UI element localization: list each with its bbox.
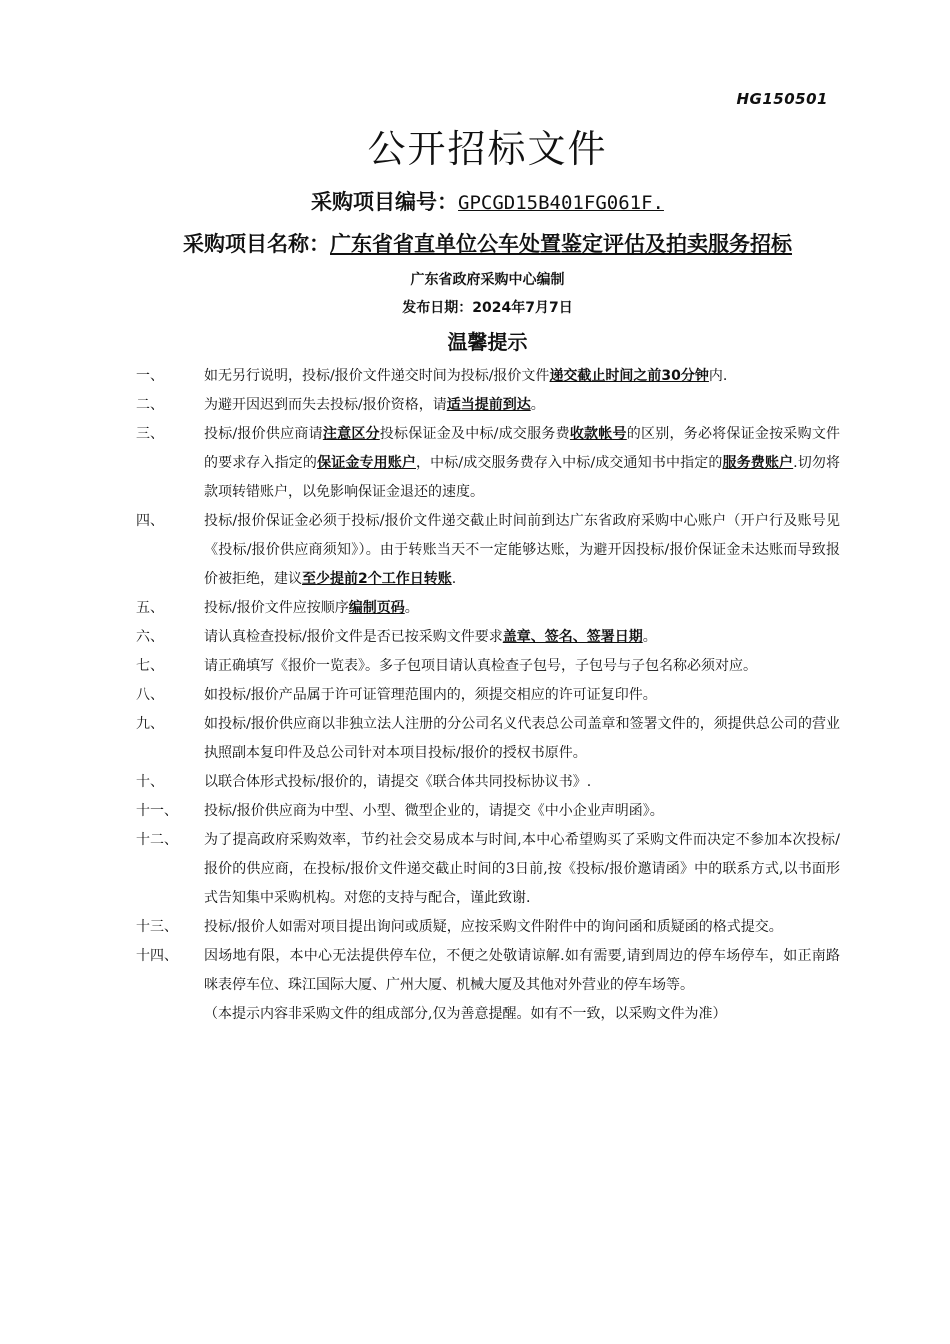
tip-text-segment: 为避开因迟到而失去投标/报价资格，请 (204, 397, 447, 413)
tip-text-segment: 。 (404, 600, 419, 616)
tip-item (136, 826, 840, 913)
tip-text-segment: ，中标/成交服务费存入中标/成交通知书中指定的 (416, 455, 723, 471)
project-name-line (0, 228, 950, 258)
tip-text-segment: 投标/报价供应商请 (204, 426, 323, 442)
tip-text-segment: 投标保证金及中标/成交服务费 (379, 426, 570, 442)
tip-item (136, 942, 840, 1000)
tip-number: 十一、 (136, 803, 178, 819)
tip-text-segment: 如投标/报价产品属于许可证管理范围内的，须提交相应的许可证复印件。 (204, 687, 657, 703)
tip-number: 十、 (136, 774, 164, 790)
tip-emphasis: 收款帐号 (569, 426, 627, 442)
tip-text (204, 362, 840, 391)
tip-text (204, 391, 840, 420)
tip-number: 十四、 (136, 948, 178, 964)
tip-text-segment: 投标/报价保证金必须于投标/报价文件递交截止时间前到达广东省政府采购中心账户（开户行及账号见《投标/报价供应商须知》）。由于转账当天不一定能够达账，为避开因投标/报价保证金未达账而导致报价被拒绝，建议 (204, 513, 840, 587)
tip-text (204, 826, 840, 913)
tip-number: 七、 (136, 658, 164, 674)
tip-emphasis: 适当提前到达 (446, 397, 531, 413)
tip-text-segment: 如投标/报价供应商以非独立法人注册的分公司名义代表总公司盖章和签署文件的，须提供总公司的营业执照副本复印件及总公司针对本项目投标/报价的授权书原件。 (204, 716, 840, 761)
tip-emphasis: 服务费账户 (722, 455, 794, 471)
tip-text (204, 710, 840, 768)
tip-text-segment: . (451, 571, 457, 587)
tip-text-segment: 的区别，务必将保证金按采购文件的要求存入指定的 (204, 426, 841, 471)
tips-list (136, 362, 840, 1029)
project-name-label: 采购项目名称： (183, 232, 330, 256)
tip-text-segment: 。 (530, 397, 545, 413)
tip-text (204, 681, 840, 710)
compiler-line: 广东省政府采购中心编制 (410, 272, 565, 288)
tip-text-segment: 因场地有限，本中心无法提供停车位，不便之处敬请谅解.如有需要,请到周边的停车场停车，如正南路咪表停车位、珠江国际大厦、广州大厦、机械大厦及其他对外营业的停车场等。 (204, 948, 840, 993)
tip-item (136, 594, 840, 623)
project-number-label: 采购项目编号： (311, 190, 459, 214)
tip-item (136, 681, 840, 710)
tip-emphasis: 注意区分 (322, 426, 380, 442)
project-number-value: GPCGD15B401FG061F. (458, 192, 664, 214)
tip-number: 九、 (136, 716, 164, 732)
tip-item (136, 623, 840, 652)
tip-emphasis: 保证金专用账户 (317, 455, 416, 471)
tip-text (204, 420, 840, 507)
tip-text (204, 797, 840, 826)
tip-item (136, 652, 840, 681)
tip-text-segment: 内. (708, 368, 728, 384)
tip-text (204, 768, 840, 797)
tip-item (136, 391, 840, 420)
tip-number: 一、 (136, 368, 164, 384)
tip-emphasis: 至少提前2个工作日转账 (302, 571, 452, 587)
tip-number: 二、 (136, 397, 164, 413)
publish-date: 发布日期：2024年7月7日 (402, 300, 573, 316)
tips-footnote: （本提示内容非采购文件的组成部分,仅为善意提醒。如有不一致，以采购文件为准） (204, 1006, 727, 1022)
tip-item (136, 710, 840, 768)
tip-item (136, 913, 840, 942)
tip-number: 五、 (136, 600, 164, 616)
tip-emphasis: 编制页码 (348, 600, 405, 616)
tip-item (136, 768, 840, 797)
tip-number: 十二、 (136, 832, 178, 848)
tip-emphasis: 盖章、签名、签署日期 (502, 629, 643, 645)
tip-text-segment: 。 (642, 629, 657, 645)
project-number-line (0, 186, 950, 216)
tip-text (204, 942, 840, 1000)
tip-number: 四、 (136, 513, 164, 529)
tip-number: 六、 (136, 629, 164, 645)
project-name-value: 广东省省直单位公车处置鉴定评估及拍卖服务招标 (330, 232, 792, 256)
tip-text-segment: 如无另行说明，投标/报价文件递交时间为投标/报价文件 (204, 368, 550, 384)
tip-item (136, 797, 840, 826)
tip-number: 三、 (136, 426, 164, 442)
document-code: HG150501 (736, 90, 828, 108)
tip-item (136, 507, 840, 594)
tip-text-segment: 投标/报价文件应按顺序 (204, 600, 349, 616)
tip-item (136, 420, 840, 507)
tip-text-segment: 请正确填写《报价一览表》。多子包项目请认真检查子包号，子包号与子包名称必须对应。 (204, 658, 757, 674)
tip-text (204, 623, 840, 652)
tip-text (204, 594, 840, 623)
tip-number: 八、 (136, 687, 164, 703)
tip-text-segment: 为了提高政府采购效率，节约社会交易成本与时间,本中心希望购买了采购文件而决定不参加本次投标/报价的供应商，在投标/报价文件递交截止时间的3日前,按《投标/报价邀请函》中的联系方式,以书面形式告知集中采购机构。对您的支持与配合，谨此致谢. (204, 832, 840, 906)
tip-text-segment: 请认真检查投标/报价文件是否已按采购文件要求 (204, 629, 503, 645)
tip-text (204, 652, 840, 681)
tip-text-segment: .切勿将款项转错账户，以免影响保证金退还的速度。 (204, 455, 841, 500)
tip-text-segment: 投标/报价供应商为中型、小型、微型企业的，请提交《中小企业声明函》。 (204, 803, 664, 819)
tips-title: 温馨提示 (447, 330, 528, 354)
tip-number: 十三、 (136, 919, 178, 935)
tip-text (204, 913, 840, 942)
tip-item (136, 362, 840, 391)
tip-text-segment: 投标/报价人如需对项目提出询问或质疑，应按采购文件附件中的询问函和质疑函的格式提交。 (204, 919, 783, 935)
tip-emphasis: 递交截止时间之前30分钟 (549, 368, 709, 384)
document-title: 公开招标文件 (367, 127, 608, 171)
tip-text (204, 507, 840, 594)
tip-text-segment: 以联合体形式投标/报价的，请提交《联合体共同投标协议书》. (204, 774, 592, 790)
